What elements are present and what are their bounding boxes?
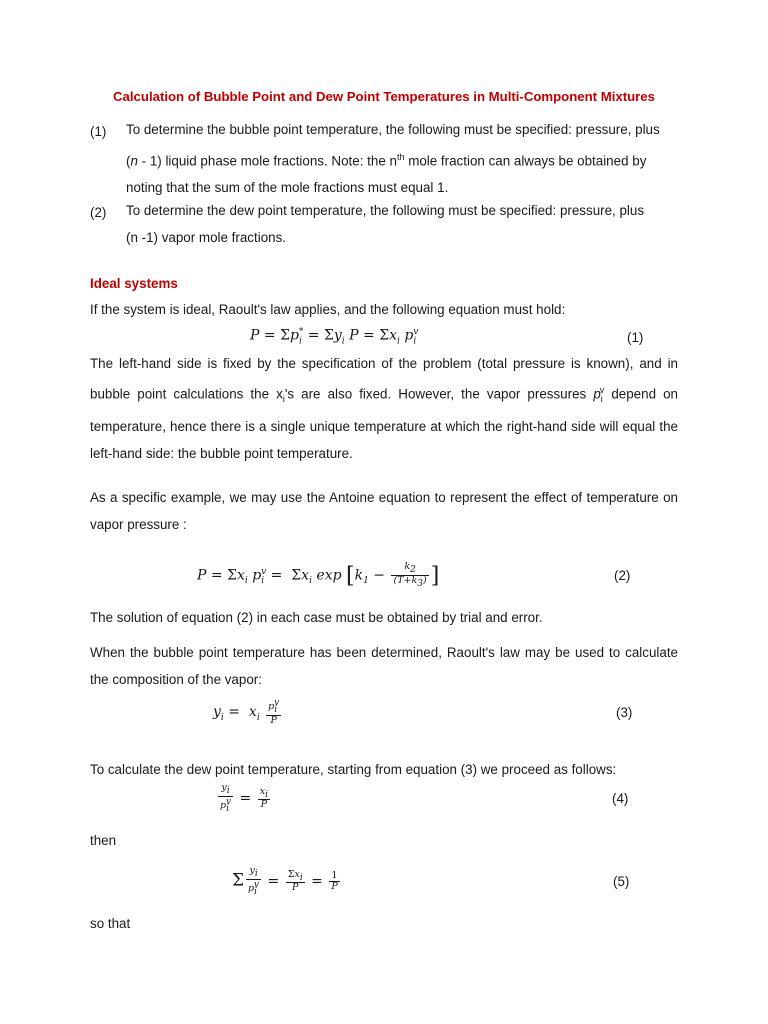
ideal-intro: If the system is ideal, Raoult's law applies, and the following equation must hold: bbox=[90, 302, 566, 317]
equation-5: Σ $\frac{y_i}{p_i^v}$ = $\frac{\Sigma x_i}{P}$ = $\frac{1}{P}$ bbox=[232, 865, 338, 897]
paragraph-antoine: As a specific example, we may use the Antoine equation to represent the effect of temperature on vapor pressure : bbox=[90, 490, 678, 532]
section-heading: Ideal systems bbox=[90, 276, 178, 291]
document-title: Calculation of Bubble Point and Dew Point Temperatures in Multi-Component Mixtures bbox=[113, 89, 655, 104]
list-number: (1) bbox=[90, 124, 107, 139]
paragraph-composition: When the bubble point temperature has been determined, Raoult's law may be used to calculate the composition of the vapor: bbox=[90, 645, 678, 687]
paragraph-dew-point: To calculate the dew point temperature, starting from equation (3) we proceed as follows: bbox=[90, 762, 617, 777]
word-then: then bbox=[90, 833, 117, 848]
paragraph-trial-error: The solution of equation (2) in each case must be obtained by trial and error. bbox=[90, 610, 543, 625]
equation-5-number: (5) bbox=[613, 874, 630, 889]
equation-2: $P = \Sigma x_i$ $p_i^v = \Sigma x_i$ $\exp [k_1$ − $\frac{k_2}{(T+k_3)}$ ] bbox=[197, 561, 440, 589]
equation-1-number: (1) bbox=[627, 330, 644, 345]
paragraph-bubble-point: The left-hand side is fixed by the specification of the problem (total pressure is known), and in bubble point calculations the $x_i's$ are also fixed. However, the vapor pressures $p_i^v$ depend on temperature, hence there is a single unique temperature at which the right-hand side will equal the left-hand side: the bubble point temperature. bbox=[90, 356, 678, 462]
equation-2-number: (2) bbox=[614, 568, 631, 583]
list-text: To determine the bubble point temperature, the following must be specified: pressure, plus (n - 1) liquid phase mole fractions. Note: the $n^{th}$ mole fraction can always be obtained by noting that the sum of the mole fractions must equal 1. bbox=[126, 122, 660, 195]
words-so-that: so that bbox=[90, 916, 131, 931]
equation-4-number: (4) bbox=[612, 791, 629, 806]
list-text: To determine the dew point temperature, the following must be specified: pressure, plus (n -1) vapor mole fractions. bbox=[126, 203, 645, 245]
equation-3-number: (3) bbox=[616, 705, 633, 720]
equation-1: $P = \Sigma p_i^* = \Sigma y_i$ $P = \Sigma x_i$ $p_i^v$ bbox=[250, 327, 419, 347]
list-number: (2) bbox=[90, 205, 107, 220]
equation-4: $\frac{y_i}{p_i^v}$ = $\frac{x_i}{P}$ bbox=[220, 782, 268, 814]
equation-3: $y_i = x_i$ $\frac{p_i^v}{P}$ bbox=[213, 698, 280, 727]
